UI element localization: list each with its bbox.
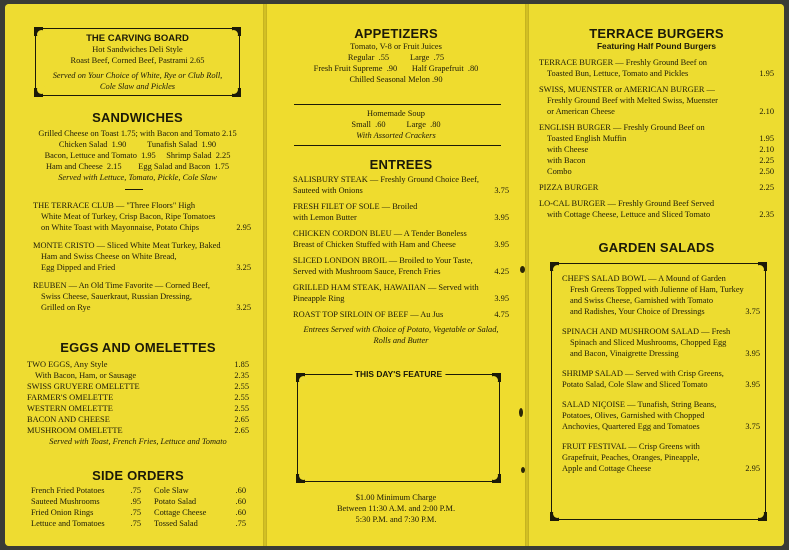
burger-line: TERRACE BURGER — Freshly Ground Beef on bbox=[539, 58, 707, 67]
item-line: Grilled on Rye bbox=[41, 303, 91, 312]
salad-line: FRUIT FESTIVAL — Crisp Greens with bbox=[562, 442, 700, 451]
item-price: 3.75 bbox=[745, 307, 760, 316]
minimum-line: Between 11:30 A.M. and 2:00 P.M. bbox=[336, 504, 456, 513]
item-price: 2.55 bbox=[234, 382, 249, 391]
corner-ornament bbox=[492, 373, 501, 382]
salad-line: CHEF'S SALAD BOWL — A Mound of Garden bbox=[562, 274, 726, 283]
item-line: REUBEN — An Old Time Favorite — Corned Beef, bbox=[33, 281, 211, 290]
item-price: 3.95 bbox=[494, 240, 509, 249]
item-price: 2.25 bbox=[759, 183, 774, 192]
carving-board-box bbox=[35, 28, 240, 96]
eggs-note: Served with Toast, French Fries, Lettuce and Tomato bbox=[49, 437, 227, 446]
side-list-right bbox=[154, 485, 246, 529]
item-price: 1.85 bbox=[234, 360, 249, 369]
item-price: 3.95 bbox=[494, 213, 509, 222]
entree-line: Sauteed with Onions bbox=[293, 186, 363, 195]
entree-line: with Lemon Butter bbox=[293, 213, 357, 222]
salads-list bbox=[562, 273, 760, 474]
feature-box bbox=[297, 369, 500, 482]
carving-board-line: Roast Beef, Corned Beef, Pastrami 2.65 bbox=[70, 56, 205, 65]
salad-line: and Radishes, Your Choice of Dressings bbox=[570, 307, 705, 316]
item-price: 2.95 bbox=[236, 223, 251, 232]
entree-line: Served with Mushroom Sauce, French Fries bbox=[293, 267, 441, 276]
item-line: Egg Dipped and Fried bbox=[41, 263, 116, 272]
eggs-heading: EGGS AND OMELETTES bbox=[60, 340, 216, 355]
item-price: .75 bbox=[130, 486, 141, 495]
item-price: 1.95 bbox=[759, 134, 774, 143]
burger-line: with Cheese bbox=[547, 145, 589, 154]
minimum-line: 5:30 P.M. and 7:30 P.M. bbox=[355, 515, 437, 524]
appetizers-heading: APPETIZERS bbox=[354, 26, 438, 41]
entree-line: GRILLED HAM STEAK, HAWAIIAN — Served with bbox=[293, 283, 479, 292]
side-item: Sauteed Mushrooms bbox=[31, 497, 100, 506]
corner-ornament bbox=[296, 474, 305, 483]
salad-line: Potatoes, Olives, Garnished with Chopped bbox=[562, 411, 705, 420]
sandwich-line: Bacon, Lettuce and Tomato 1.95 Shrimp Salad 2.25 bbox=[44, 151, 231, 160]
entree-line: SLICED LONDON BROIL — Broiled to Your Taste, bbox=[293, 256, 473, 265]
corner-ornament bbox=[296, 373, 305, 382]
burger-line: Toasted Bun, Lettuce, Tomato and Pickles bbox=[547, 69, 689, 78]
carving-board-line: Hot Sandwiches Deli Style bbox=[92, 45, 183, 54]
burger-line: ENGLISH BURGER — Freshly Ground Beef on bbox=[539, 123, 705, 132]
item-price: .60 bbox=[235, 486, 246, 495]
side-orders-heading: SIDE ORDERS bbox=[92, 468, 184, 483]
item-price: .60 bbox=[235, 497, 246, 506]
appetizer-line: Regular .55 Large .75 bbox=[347, 53, 445, 62]
side-orders-section bbox=[27, 468, 249, 528]
item-price: 4.75 bbox=[494, 310, 509, 319]
burger-line: LO-CAL BURGER — Freshly Ground Beef Served bbox=[539, 199, 715, 208]
appetizer-line: Tomato, V-8 or Fruit Juices bbox=[350, 42, 442, 51]
minimum-line: $1.00 Minimum Charge bbox=[355, 493, 437, 502]
egg-item: BACON AND CHEESE bbox=[27, 415, 110, 424]
entree-line: Breast of Chicken Stuffed with Ham and Cheese bbox=[293, 240, 456, 249]
soup-section bbox=[285, 108, 507, 141]
item-line: THE TERRACE CLUB — "Three Floors" High bbox=[33, 201, 196, 210]
burgers-subtitle: Featuring Half Pound Burgers bbox=[596, 41, 717, 51]
salad-line: Grapefruit, Peaches, Oranges, Pineapple, bbox=[562, 453, 700, 462]
eggs-list bbox=[27, 359, 249, 436]
item-price: 3.95 bbox=[494, 294, 509, 303]
salad-line: Anchovies, Quartered Egg and Tomatoes bbox=[562, 422, 700, 431]
item-price: 3.75 bbox=[745, 422, 760, 431]
item-price: 2.95 bbox=[745, 464, 760, 473]
corner-ornament bbox=[232, 88, 241, 97]
salads-box bbox=[551, 263, 766, 520]
burgers-section bbox=[539, 26, 774, 220]
egg-item: SWISS GRUYERE OMELETTE bbox=[27, 382, 140, 391]
burger-line: with Cottage Cheese, Lettuce and Sliced Tomato bbox=[547, 210, 711, 219]
burger-line: or American Cheese bbox=[547, 107, 615, 116]
egg-item: With Bacon, Ham, or Sausage bbox=[35, 371, 137, 380]
side-item: Potato Salad bbox=[154, 497, 197, 506]
item-line: on White Toast with Mayonnaise, Potato Chips bbox=[41, 223, 199, 232]
appetizer-line: Chilled Seasonal Melon .90 bbox=[349, 75, 443, 84]
burger-line: Combo bbox=[547, 167, 572, 176]
burgers-heading: TERRACE BURGERS bbox=[589, 26, 724, 41]
item-line: Ham and Swiss Cheese on White Bread, bbox=[41, 252, 177, 261]
item-price: 2.25 bbox=[759, 156, 774, 165]
entree-line: SALISBURY STEAK — Freshly Ground Choice Beef, bbox=[293, 175, 480, 184]
carving-board-note: Served on Your Choice of White, Rye or Club Roll, Cole Slaw and Pickles bbox=[52, 71, 223, 91]
appetizer-line: Fresh Fruit Supreme .90 Half Grapefruit .80 bbox=[313, 64, 479, 73]
item-price: 2.55 bbox=[234, 404, 249, 413]
middle-panel bbox=[267, 4, 525, 546]
sandwich-note: Served with Lettuce, Tomato, Pickle, Cole Slaw bbox=[58, 173, 217, 182]
item-price: .95 bbox=[130, 497, 141, 506]
side-item: Cole Slaw bbox=[154, 486, 189, 495]
left-panel bbox=[5, 4, 263, 546]
item-price: .75 bbox=[235, 519, 246, 528]
item-price: .75 bbox=[130, 508, 141, 517]
item-price: 2.65 bbox=[234, 426, 249, 435]
staple-mark bbox=[519, 408, 523, 417]
sandwich-item bbox=[33, 280, 251, 313]
side-item: French Fried Potatoes bbox=[31, 486, 105, 495]
eggs-section bbox=[27, 340, 249, 447]
item-line: MONTE CRISTO — Sliced White Meat Turkey, Baked bbox=[33, 241, 221, 250]
burger-line: Toasted English Muffin bbox=[547, 134, 627, 143]
egg-item: WESTERN OMELETTE bbox=[27, 404, 113, 413]
carving-board-title: THE CARVING BOARD bbox=[86, 33, 189, 44]
burger-line: PIZZA BURGER bbox=[539, 183, 599, 192]
entree-line: Pineapple Ring bbox=[293, 294, 345, 303]
item-price: 2.50 bbox=[759, 167, 774, 176]
side-item: Cottage Cheese bbox=[154, 508, 207, 517]
salad-line: SPINACH AND MUSHROOM SALAD — Fresh bbox=[562, 327, 731, 336]
burger-line: with Bacon bbox=[547, 156, 586, 165]
burger-line: SWISS, MUENSTER or AMERICAN BURGER — bbox=[539, 85, 715, 94]
sandwich-line: Ham and Cheese 2.15 Egg Salad and Bacon 1.75 bbox=[45, 162, 230, 171]
egg-item: TWO EGGS, Any Style bbox=[27, 360, 108, 369]
item-price: 3.95 bbox=[745, 380, 760, 389]
appetizers-section bbox=[285, 26, 507, 85]
salad-line: and Bacon, Vinaigrette Dressing bbox=[570, 349, 679, 358]
egg-item: FARMER'S OMELETTE bbox=[27, 393, 114, 402]
side-list-left bbox=[31, 485, 141, 529]
item-price: 2.65 bbox=[234, 415, 249, 424]
entree-line: FRESH FILET OF SOLE — Broiled bbox=[293, 202, 418, 211]
entrees-note: Entrees Served with Choice of Potato, Vegetable or Salad, Rolls and Butter bbox=[303, 325, 499, 345]
salad-line: Potato Salad, Cole Slaw and Sliced Tomato bbox=[562, 380, 708, 389]
item-price: 4.25 bbox=[494, 267, 509, 276]
item-price: 2.55 bbox=[234, 393, 249, 402]
side-item: Lettuce and Tomatoes bbox=[31, 519, 105, 528]
soup-note: With Assorted Crackers bbox=[356, 131, 436, 140]
right-panel bbox=[529, 4, 784, 546]
corner-ornament bbox=[550, 262, 559, 271]
sandwiches-heading: SANDWICHES bbox=[92, 110, 183, 125]
corner-ornament bbox=[34, 27, 43, 36]
sandwiches-section bbox=[25, 110, 250, 183]
item-price: .60 bbox=[235, 508, 246, 517]
staple-mark bbox=[520, 266, 525, 273]
feature-title: THIS DAY'S FEATURE bbox=[352, 369, 445, 379]
corner-ornament bbox=[550, 512, 559, 521]
divider bbox=[294, 104, 501, 105]
salad-line: Fresh Greens Topped with Julienne of Ham, Turkey bbox=[570, 285, 744, 294]
item-price: 3.95 bbox=[745, 349, 760, 358]
salad-line: Apple and Cottage Cheese bbox=[562, 464, 652, 473]
item-price: 2.10 bbox=[759, 145, 774, 154]
egg-item: MUSHROOM OMELETTE bbox=[27, 426, 123, 435]
entrees-heading: ENTREES bbox=[369, 157, 433, 172]
side-item: Tossed Salad bbox=[154, 519, 198, 528]
divider bbox=[125, 189, 143, 190]
sandwich-line: Chicken Salad 1.90 Tunafish Salad 1.90 bbox=[58, 140, 217, 149]
corner-ornament bbox=[492, 474, 501, 483]
sandwich-item bbox=[33, 200, 251, 233]
item-line: White Meat of Turkey, Crisp Bacon, Ripe Tomatoes bbox=[41, 212, 216, 221]
salad-line: SHRIMP SALAD — Served with Crisp Greens, bbox=[562, 369, 724, 378]
item-line: Swiss Cheese, Sauerkraut, Russian Dressing, bbox=[41, 292, 192, 301]
staple-mark bbox=[521, 467, 525, 473]
corner-ornament bbox=[758, 262, 767, 271]
salad-line: SALAD NIÇOISE — Tunafish, String Beans, bbox=[562, 400, 717, 409]
salad-line: Spinach and Sliced Mushrooms, Chopped Egg bbox=[570, 338, 727, 347]
divider bbox=[294, 145, 501, 146]
corner-ornament bbox=[232, 27, 241, 36]
corner-ornament bbox=[758, 512, 767, 521]
side-item: Fried Onion Rings bbox=[31, 508, 94, 517]
item-price: .75 bbox=[130, 519, 141, 528]
entree-line: ROAST TOP SIRLOIN OF BEEF — Au Jus bbox=[293, 310, 444, 319]
minimum-charge bbox=[285, 492, 507, 525]
item-price: 2.35 bbox=[759, 210, 774, 219]
sandwich-line: Grilled Cheese on Toast 1.75; with Bacon and Tomato 2.15 bbox=[38, 129, 237, 138]
sandwich-item bbox=[33, 240, 251, 273]
soup-line: Small .60 Large .80 bbox=[351, 120, 441, 129]
salad-line: and Swiss Cheese, Garnished with Tomato bbox=[570, 296, 714, 305]
salads-heading: GARDEN SALADS bbox=[598, 240, 715, 255]
item-price: 3.25 bbox=[236, 263, 251, 272]
item-price: 2.35 bbox=[234, 371, 249, 380]
item-price: 3.25 bbox=[236, 303, 251, 312]
corner-ornament bbox=[34, 88, 43, 97]
burger-line: Freshly Ground Beef with Melted Swiss, Muenster bbox=[547, 96, 718, 105]
entree-line: CHICKEN CORDON BLEU — A Tender Boneless bbox=[293, 229, 467, 238]
menu-sheet bbox=[5, 4, 784, 546]
item-price: 1.95 bbox=[759, 69, 774, 78]
entrees-section bbox=[293, 157, 509, 346]
item-price: 2.10 bbox=[759, 107, 774, 116]
item-price: 3.75 bbox=[494, 186, 509, 195]
soup-line: Homemade Soup bbox=[367, 109, 425, 118]
